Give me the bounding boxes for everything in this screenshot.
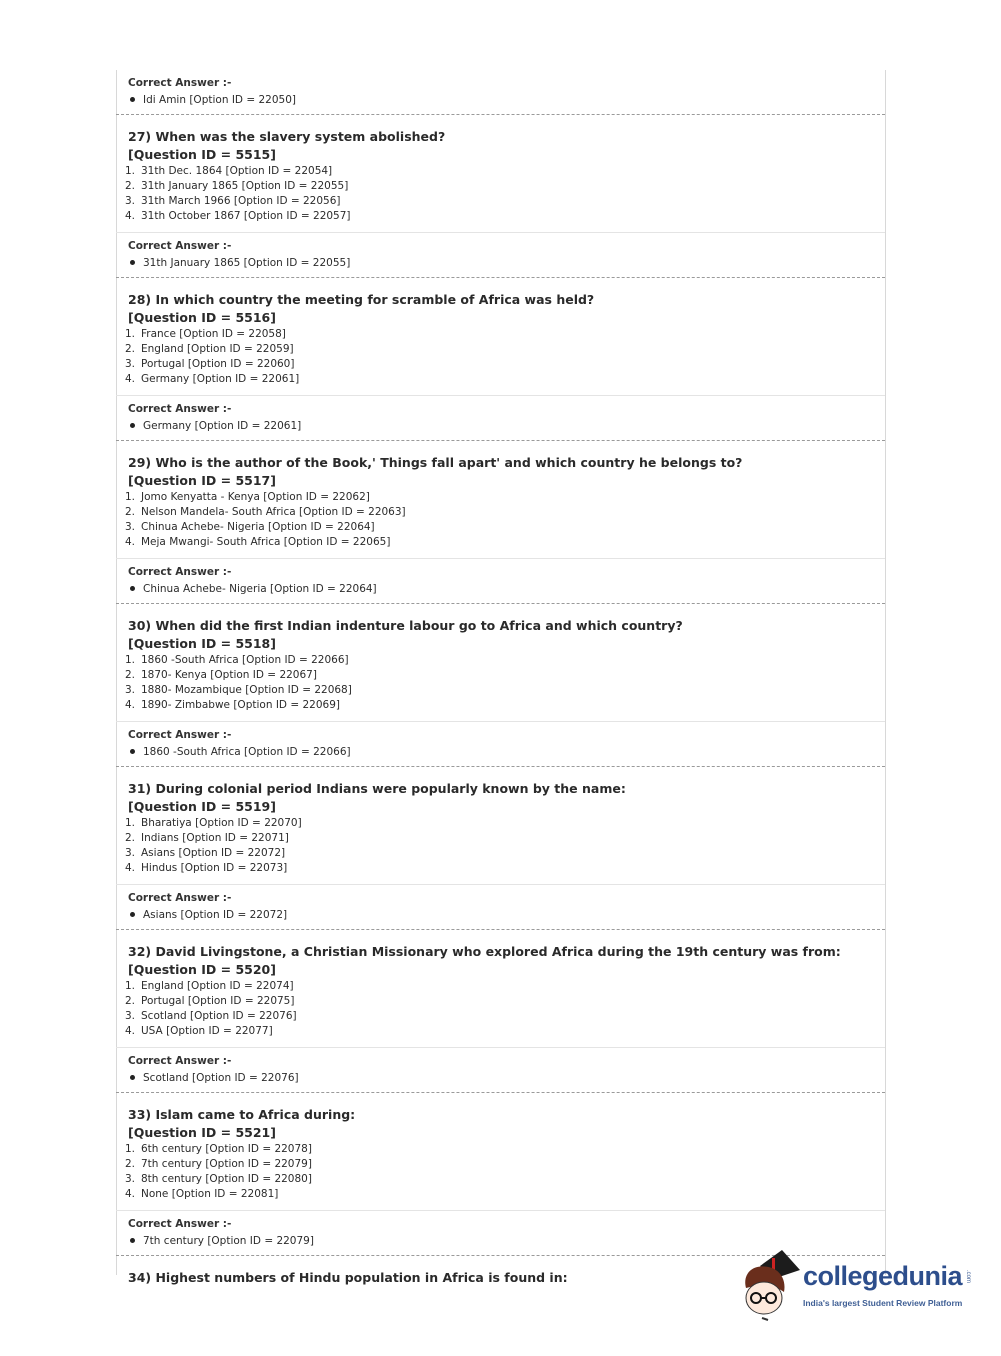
bullet-icon xyxy=(130,749,135,754)
answer-section xyxy=(116,722,885,767)
option-number: 1. xyxy=(125,1143,136,1155)
option-item xyxy=(125,209,885,224)
answer-text: Scotland [Option ID = 22076] xyxy=(143,1072,299,1084)
logo-wordmark xyxy=(803,1260,971,1292)
answer-section xyxy=(116,885,885,930)
bullet-icon xyxy=(130,260,135,265)
option-item xyxy=(125,846,885,861)
answer-label: Correct Answer :- xyxy=(128,1218,232,1230)
option-text: 1890- Zimbabwe [Option ID = 22069] xyxy=(141,699,340,711)
option-text: 1860 -South Africa [Option ID = 22066] xyxy=(141,654,349,666)
option-number: 4. xyxy=(125,862,136,874)
option-text: Meja Mwangi- South Africa [Option ID = 22065] xyxy=(141,536,391,548)
answer-value xyxy=(128,580,885,598)
option-number: 4. xyxy=(125,1025,136,1037)
option-item xyxy=(125,1142,885,1157)
answer-label: Correct Answer :- xyxy=(128,729,232,741)
answer-text: Chinua Achebe- Nigeria [Option ID = 22064] xyxy=(143,583,377,595)
option-item xyxy=(125,372,885,387)
option-number: 2. xyxy=(125,1158,136,1170)
option-text: Bharatiya [Option ID = 22070] xyxy=(141,817,302,829)
option-item xyxy=(125,861,885,876)
option-number: 3. xyxy=(125,1173,136,1185)
question-id: [Question ID = 5517] xyxy=(128,473,276,488)
option-text: 31th October 1867 [Option ID = 22057] xyxy=(141,210,351,222)
question-block xyxy=(116,930,885,1048)
question-title: 30) When did the first Indian indenture labour go to Africa and which country? xyxy=(128,618,683,633)
question-block xyxy=(116,604,885,722)
question-title: 34) Highest numbers of Hindu population in Africa is found in: xyxy=(128,1270,568,1285)
option-text: 6th century [Option ID = 22078] xyxy=(141,1143,312,1155)
option-text: Germany [Option ID = 22061] xyxy=(141,373,300,385)
option-text: Jomo Kenyatta - Kenya [Option ID = 22062] xyxy=(141,491,370,503)
question-blocks xyxy=(116,115,885,1256)
logo-brand: collegedunia xyxy=(803,1261,963,1291)
option-text: Nelson Mandela- South Africa [Option ID = 22063] xyxy=(141,506,406,518)
answer-label: Correct Answer :- xyxy=(128,566,232,578)
option-text: France [Option ID = 22058] xyxy=(141,328,286,340)
option-item xyxy=(125,1024,885,1039)
option-item xyxy=(125,653,885,668)
answer-value xyxy=(128,417,885,435)
option-item xyxy=(125,683,885,698)
question-block xyxy=(116,1093,885,1211)
option-item xyxy=(125,520,885,535)
option-item xyxy=(125,164,885,179)
option-number: 2. xyxy=(125,669,136,681)
question-title: 29) Who is the author of the Book,' Things fall apart' and which country he belongs to? xyxy=(128,455,743,470)
option-text: 8th century [Option ID = 22080] xyxy=(141,1173,312,1185)
option-number: 1. xyxy=(125,491,136,503)
question-title: 32) David Livingstone, a Christian Missionary who explored Africa during the 19th century was from: xyxy=(128,944,841,959)
answer-label: Correct Answer :- xyxy=(128,77,232,89)
answer-value xyxy=(128,906,885,924)
answer-value xyxy=(128,254,885,272)
bullet-icon xyxy=(130,97,135,102)
question-block xyxy=(116,441,885,559)
option-item xyxy=(125,490,885,505)
option-text: Portugal [Option ID = 22060] xyxy=(141,358,295,370)
option-number: 1. xyxy=(125,165,136,177)
question-id: [Question ID = 5519] xyxy=(128,799,276,814)
option-number: 2. xyxy=(125,506,136,518)
option-number: 3. xyxy=(125,847,136,859)
answer-section xyxy=(116,559,885,604)
option-text: Asians [Option ID = 22072] xyxy=(141,847,286,859)
answer-value xyxy=(128,1069,885,1087)
mascot-icon xyxy=(742,1248,804,1323)
question-block xyxy=(116,278,885,396)
option-text: Portugal [Option ID = 22075] xyxy=(141,995,295,1007)
option-text: England [Option ID = 22059] xyxy=(141,343,294,355)
option-number: 1. xyxy=(125,654,136,666)
answer-text: 7th century [Option ID = 22079] xyxy=(143,1235,314,1247)
answer-section xyxy=(116,233,885,278)
option-number: 4. xyxy=(125,536,136,548)
option-text: None [Option ID = 22081] xyxy=(141,1188,279,1200)
question-title: 28) In which country the meeting for scramble of Africa was held? xyxy=(128,292,595,307)
question-title: 33) Islam came to Africa during: xyxy=(128,1107,356,1122)
answer-value xyxy=(128,743,885,761)
answer-text: 31th January 1865 [Option ID = 22055] xyxy=(143,257,351,269)
bullet-icon xyxy=(130,586,135,591)
option-text: Indians [Option ID = 22071] xyxy=(141,832,289,844)
answer-section xyxy=(116,70,885,115)
option-text: 1870- Kenya [Option ID = 22067] xyxy=(141,669,317,681)
option-number: 1. xyxy=(125,328,136,340)
option-item xyxy=(125,1009,885,1024)
option-item xyxy=(125,668,885,683)
answer-text: Asians [Option ID = 22072] xyxy=(143,909,288,921)
option-number: 1. xyxy=(125,980,136,992)
answer-text: 1860 -South Africa [Option ID = 22066] xyxy=(143,746,351,758)
option-number: 1. xyxy=(125,817,136,829)
option-number: 2. xyxy=(125,832,136,844)
option-item xyxy=(125,342,885,357)
option-item xyxy=(125,505,885,520)
question-id: [Question ID = 5518] xyxy=(128,636,276,651)
bullet-icon xyxy=(130,912,135,917)
option-text: England [Option ID = 22074] xyxy=(141,980,294,992)
option-number: 3. xyxy=(125,358,136,370)
bullet-icon xyxy=(130,1238,135,1243)
question-id: [Question ID = 5521] xyxy=(128,1125,276,1140)
question-title: 31) During colonial period Indians were popularly known by the name: xyxy=(128,781,626,796)
option-item xyxy=(125,535,885,550)
option-number: 4. xyxy=(125,210,136,222)
option-text: 1880- Mozambique [Option ID = 22068] xyxy=(141,684,352,696)
question-block xyxy=(116,115,885,233)
question-title: 27) When was the slavery system abolished? xyxy=(128,129,446,144)
option-number: 3. xyxy=(125,684,136,696)
option-item xyxy=(125,816,885,831)
question-list xyxy=(116,70,885,1295)
logo-tagline: India's largest Student Review Platform xyxy=(803,1298,963,1308)
option-number: 3. xyxy=(125,195,136,207)
option-number: 3. xyxy=(125,1010,136,1022)
option-item xyxy=(125,1172,885,1187)
answer-value xyxy=(128,91,885,109)
question-block xyxy=(116,767,885,885)
answer-section xyxy=(116,396,885,441)
option-text: Hindus [Option ID = 22073] xyxy=(141,862,288,874)
option-item xyxy=(125,1187,885,1202)
logo-suffix: .com xyxy=(965,1270,972,1284)
option-number: 4. xyxy=(125,1188,136,1200)
option-item xyxy=(125,831,885,846)
option-item xyxy=(125,357,885,372)
answer-label: Correct Answer :- xyxy=(128,892,232,904)
option-text: 7th century [Option ID = 22079] xyxy=(141,1158,312,1170)
answer-text: Idi Amin [Option ID = 22050] xyxy=(143,94,296,106)
answer-section xyxy=(116,1048,885,1093)
option-number: 2. xyxy=(125,995,136,1007)
question-id: [Question ID = 5516] xyxy=(128,310,276,325)
option-text: 31th Dec. 1864 [Option ID = 22054] xyxy=(141,165,333,177)
answer-text: Germany [Option ID = 22061] xyxy=(143,420,302,432)
option-text: 31th March 1966 [Option ID = 22056] xyxy=(141,195,341,207)
option-item xyxy=(125,1157,885,1172)
option-text: Chinua Achebe- Nigeria [Option ID = 22064] xyxy=(141,521,375,533)
option-number: 2. xyxy=(125,343,136,355)
option-item xyxy=(125,194,885,209)
option-number: 2. xyxy=(125,180,136,192)
bullet-icon xyxy=(130,1075,135,1080)
question-id: [Question ID = 5515] xyxy=(128,147,276,162)
option-text: 31th January 1865 [Option ID = 22055] xyxy=(141,180,349,192)
option-item xyxy=(125,994,885,1009)
option-item xyxy=(125,179,885,194)
option-item xyxy=(125,979,885,994)
option-text: USA [Option ID = 22077] xyxy=(141,1025,273,1037)
answer-label: Correct Answer :- xyxy=(128,240,232,252)
option-text: Scotland [Option ID = 22076] xyxy=(141,1010,297,1022)
option-number: 4. xyxy=(125,699,136,711)
option-item xyxy=(125,327,885,342)
bullet-icon xyxy=(130,423,135,428)
answer-label: Correct Answer :- xyxy=(128,403,232,415)
question-id: [Question ID = 5520] xyxy=(128,962,276,977)
collegedunia-logo xyxy=(742,1248,997,1328)
option-item xyxy=(125,698,885,713)
option-number: 3. xyxy=(125,521,136,533)
option-number: 4. xyxy=(125,373,136,385)
answer-label: Correct Answer :- xyxy=(128,1055,232,1067)
